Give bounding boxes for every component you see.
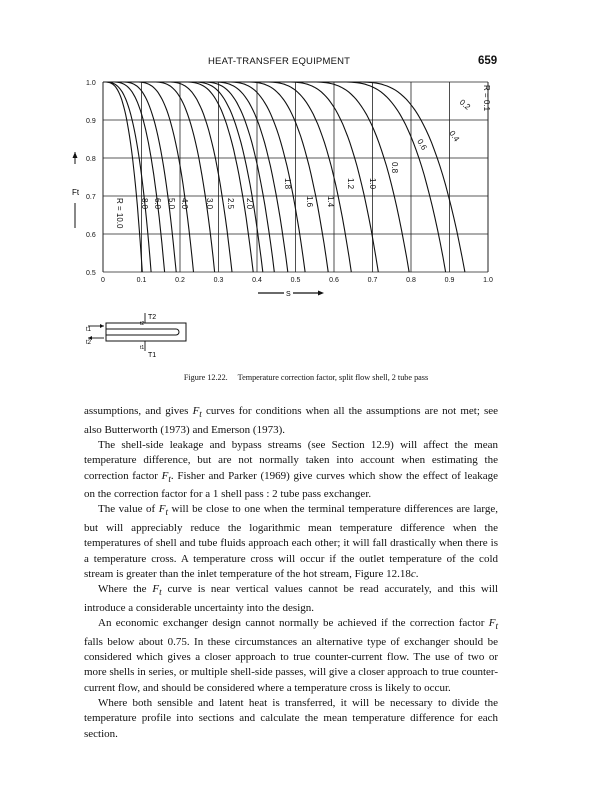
- y-axis-label-text: Ft: [72, 188, 80, 197]
- x-tick-label: 1.0: [483, 277, 493, 284]
- curve-line: [103, 82, 328, 272]
- curve-line: [103, 82, 165, 272]
- curve-label: 4.0: [180, 198, 189, 210]
- paragraph: An economic exchanger design cannot normally be achieved if the correction factor $F_t$ falls below about 0.75. In these circumstances an alternative type of exchanger should be considered which gives a closer approach to true counter-current flow. The use of two or more shells in series, or multiple shell-side passes, will give a closer approach to true counter-current flow, and should be considered where a temperature cross is likely to occur.: [84, 617, 498, 694]
- x-axis-label-text: S: [286, 291, 291, 298]
- schematic-label-t1: T1: [148, 352, 157, 359]
- y-tick-label: 0.8: [86, 156, 96, 163]
- exchanger-schematic: [86, 313, 186, 359]
- x-tick-label: 0.8: [406, 277, 416, 284]
- y-tick-label: 0.6: [86, 232, 96, 239]
- curve-label: R = 0.1: [482, 85, 491, 112]
- x-axis-label: [258, 291, 324, 299]
- curve-label: 2.0: [245, 198, 254, 210]
- schematic-label-t2: T2: [148, 314, 157, 321]
- tube-u-bend: [106, 329, 179, 335]
- schematic-label-top-small: t2: [140, 321, 145, 327]
- x-tick-label: 0.5: [290, 277, 301, 284]
- curve-label: 0.8: [390, 162, 399, 174]
- curve-label: 1.0: [368, 178, 377, 190]
- figure-number: Figure 12.22.: [183, 373, 228, 382]
- x-tick-label: 0.9: [444, 277, 455, 284]
- curve-label: 2.5: [226, 198, 235, 210]
- y-tick-label: 0.5: [86, 270, 96, 277]
- curve-label: 6.0: [153, 198, 162, 210]
- figure-caption-text: Temperature correction factor, split flow shell, 2 tube pass: [237, 373, 429, 382]
- chart-grid: [103, 82, 488, 272]
- correction-factor-chart: [0, 0, 612, 372]
- schematic-label-tube-in: t1: [86, 327, 92, 333]
- x-tick-label: 0.1: [136, 277, 147, 284]
- x-tick-label: 0.2: [175, 277, 185, 284]
- y-tick-label: 0.7: [86, 194, 96, 201]
- curve-line: [103, 82, 305, 272]
- curve-line: [103, 82, 151, 272]
- x-tick-label: 0.7: [367, 277, 378, 284]
- x-tick-label: 0.6: [329, 277, 339, 284]
- curve-line: [103, 82, 215, 272]
- curve-label: 1.8: [283, 178, 292, 190]
- page-number: 659: [478, 55, 498, 67]
- curve-label: 1.6: [305, 196, 314, 208]
- schematic-label-tube-out: t2: [86, 340, 92, 346]
- curve-label: 0.2: [457, 97, 473, 112]
- shell-outline: [106, 323, 186, 341]
- curve-label: 1.2: [346, 178, 355, 190]
- curve-line: [103, 82, 232, 272]
- curve-line: [103, 82, 142, 272]
- paragraph: Where both sensible and latent heat is transferred, it will be necessary to divide the temperature profile into sections and calculate the mean temperature difference for each section.: [84, 697, 498, 740]
- x-tick-label: 0: [101, 277, 105, 284]
- curve-label: R = 10.0: [115, 198, 124, 229]
- y-axis-label: [72, 152, 80, 228]
- curve-label: 8.0: [140, 198, 149, 210]
- schematic-label-bottom-small: t1: [140, 345, 145, 351]
- paragraph: assumptions, and gives $F_t$ curves for conditions when all the assumptions are not met; see also Butterworth (1973) and Emerson (1973).: [84, 405, 499, 436]
- running-header-title: HEAT-TRANSFER EQUIPMENT: [208, 56, 351, 67]
- paragraph: The shell-side leakage and bypass streams (see Section 12.9) will affect the mean temperature difference, but are not normally taken into account when estimating the correction factor $F_t$. Fisher and Parker (1969) give curves which show the effect of leakage on the correction factor for a 1 shell pass : 2 tube pass exchanger.: [84, 438, 498, 501]
- x-tick-label: 0.4: [252, 277, 262, 284]
- y-tick-label: 1.0: [86, 80, 96, 87]
- body-text: [84, 404, 498, 742]
- curve-label: 0.4: [447, 128, 462, 144]
- curve-label: 1.4: [326, 196, 335, 208]
- x-tick-label: 0.3: [213, 277, 224, 284]
- curve-label: 0.6: [415, 137, 429, 152]
- paragraph: Where the $F_t$ curve is near vertical values cannot be read accurately, and this will introduce a considerable uncertainty into the design.: [84, 583, 499, 614]
- paragraph: The value of $F_t$ will be close to one when the terminal temperature differences are large, but will appreciably reduce the logarithmic mean temperature difference when the temperatures of shell and tube fluids approach each other; it will fall drastically when there is a temperature cross. A temperature cross will occur if the outlet temperature of the cold stream is greater than the inlet temperature of the hot stream, Figure 12.18c.: [84, 503, 499, 580]
- chart-curve-labels: [115, 85, 491, 229]
- curve-label: 3.0: [205, 198, 214, 210]
- curve-label: 5.0: [167, 198, 176, 210]
- y-tick-label: 0.9: [86, 118, 96, 125]
- curve-line: [103, 82, 176, 272]
- figure-caption: [0, 373, 612, 382]
